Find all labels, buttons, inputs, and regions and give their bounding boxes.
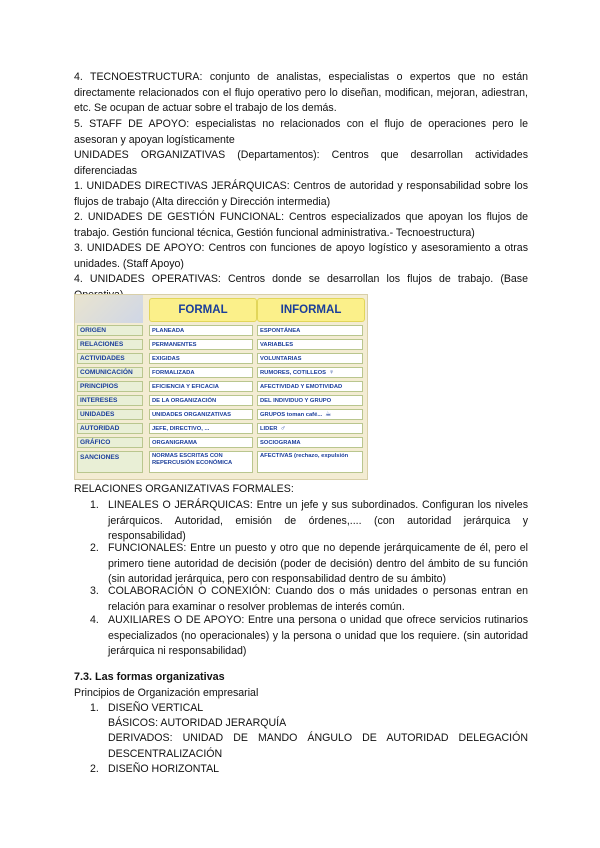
row-label: RELACIONES xyxy=(77,339,143,350)
informal-cell: ESPONTÁNEA xyxy=(257,325,363,336)
paragraph-tecnoestructura: 4. TECNOESTRUCTURA: conjunto de analistas, especialistas o expertos que no están directamente relacionados con el flujo operativo pero lo diseñan, modifican, mejoran, adiestran, etc. Se ocupan de actuar sobre el trabajo de los demás. xyxy=(74,71,528,115)
list-text: AUXILIARES O DE APOYO: Entre una persona o unidad que ofrece servicios rutinarios especializados (no operacionales) y la persona o unidad que los requiere. (sin autoridad jerárquica ni responsabilidad) xyxy=(108,614,528,658)
list-number: 3. xyxy=(90,585,99,597)
formal-cell: FORMALIZADA xyxy=(149,367,253,378)
list-text: COLABORACIÓN O CONEXIÓN: Cuando dos o más unidades o personas entran en relación para examinar o resolver problemas de interés común. xyxy=(108,585,528,613)
group-icon: ☕ xyxy=(325,411,332,418)
informal-cell: SOCIOGRAMA xyxy=(257,437,363,448)
formal-informal-table xyxy=(74,294,368,480)
list-item xyxy=(90,762,528,778)
paragraph-unidades-apoyo: 3. UNIDADES DE APOYO: Centros con funciones de apoyo logístico y asesoramiento a otras unidades. (Staff Apoyo) xyxy=(74,242,528,270)
list-item xyxy=(90,613,528,660)
derivados-text: DERIVADOS: UNIDAD DE MANDO ÁNGULO DE AUTORIDAD DELEGACIÓN DESCENTRALIZACIÓN xyxy=(108,732,528,760)
row-label: ACTIVIDADES xyxy=(77,353,143,364)
row-label: SANCIONES xyxy=(77,451,143,473)
paragraph-unidades-organizativas: UNIDADES ORGANIZATIVAS (Departamentos): Centros que desarrollan actividades diferenciadas xyxy=(74,149,528,177)
list-item xyxy=(90,541,528,588)
list-number: 2. xyxy=(90,542,99,554)
informal-cell-text: LIDER xyxy=(260,426,278,432)
informal-cell xyxy=(257,409,363,420)
list-item xyxy=(90,498,528,545)
section-heading: 7.3. Las formas organizativas xyxy=(74,671,225,683)
paragraph-gestion-funcional: 2. UNIDADES DE GESTIÓN FUNCIONAL: Centros especializados que apoyan los flujos de trabajo. Gestión funcional técnica, Gestión funcional administrativa.- Tecnoestructura) xyxy=(74,211,528,239)
basicos-text: BÁSICOS: AUTORIDAD JERARQUÍA xyxy=(108,717,287,729)
relaciones-title: RELACIONES ORGANIZATIVAS FORMALES: xyxy=(74,483,294,495)
formal-cell: NORMAS ESCRITAS CON REPERCUSIÓN ECONÓMICA xyxy=(149,451,253,473)
formal-header: FORMAL xyxy=(149,298,257,322)
section-subtitle: Principios de Organización empresarial xyxy=(74,687,259,699)
informal-cell-text: RUMORES, COTILLEOS xyxy=(260,370,327,376)
list-number: 1. xyxy=(90,499,99,511)
formal-cell: EXIGIDAS xyxy=(149,353,253,364)
paragraph-unidades-operativas: 4. UNIDADES OPERATIVAS: Centros donde se desarrollan los flujos de trabajo. (Base xyxy=(74,273,528,285)
informal-cell: DEL INDIVIDUO Y GRUPO xyxy=(257,395,363,406)
informal-cell: VOLUNTARIAS xyxy=(257,353,363,364)
informal-cell-text: GRUPOS toman café... xyxy=(260,412,323,418)
row-label: GRÁFICO xyxy=(77,437,143,448)
row-label: ORIGEN xyxy=(77,325,143,336)
list-text: DISEÑO HORIZONTAL xyxy=(108,763,220,775)
paragraph-staff-apoyo: 5. STAFF DE APOYO: especialistas no relacionados con el flujo de operaciones pero le asesoran y apoyan logísticamente xyxy=(74,118,528,146)
list-text: DISEÑO VERTICAL xyxy=(108,702,204,714)
row-label: PRINCIPIOS xyxy=(77,381,143,392)
formal-cell: EFICIENCIA Y EFICACIA xyxy=(149,381,253,392)
formal-cell: UNIDADES ORGANIZATIVAS xyxy=(149,409,253,420)
list-number: 1. xyxy=(90,702,99,714)
formal-cell: PERMANENTES xyxy=(149,339,253,350)
row-label: AUTORIDAD xyxy=(77,423,143,434)
formal-cell: DE LA ORGANIZACIÓN xyxy=(149,395,253,406)
informal-cell: AFECTIVIDAD Y EMOTIVIDAD xyxy=(257,381,363,392)
formal-cell: PLANEADA xyxy=(149,325,253,336)
list-text: LINEALES O JERÁRQUICAS: Entre un jefe y sus subordinados. Configuran los niveles jerárquicos. Autoridad, emisión de órdenes,.... (con autoridad jerárquica y responsabilidad) xyxy=(108,499,528,543)
table-corner-graphic xyxy=(75,295,143,323)
paragraph-unidades-directivas: 1. UNIDADES DIRECTIVAS JERÁRQUICAS: Centros de autoridad y responsabilidad sobre los flujos de trabajo (Alta dirección y Dirección intermedia) xyxy=(74,180,528,208)
informal-header: INFORMAL xyxy=(257,298,365,322)
row-label: UNIDADES xyxy=(77,409,143,420)
informal-cell: VARIABLES xyxy=(257,339,363,350)
row-label: INTERESES xyxy=(77,395,143,406)
leader-icon: ♂ xyxy=(280,425,286,432)
list-item xyxy=(90,584,528,615)
row-label: COMUNICACIÓN xyxy=(77,367,143,378)
informal-cell xyxy=(257,367,363,378)
list-item xyxy=(90,701,528,717)
informal-cell: AFECTIVAS (rechazo, expulsión xyxy=(257,451,363,473)
informal-cell xyxy=(257,423,363,434)
list-number: 4. xyxy=(90,614,99,626)
formal-cell: JEFE, DIRECTIVO, ... xyxy=(149,423,253,434)
list-number: 2. xyxy=(90,763,99,775)
list-text: FUNCIONALES: Entre un puesto y otro que no depende jerárquicamente de él, pero el primero tiene autoridad de decisión (poder de decisión) dentro del ámbito de su función (sin autoridad jerárquica, pero con responsabilidad dentro de su ámbito) xyxy=(108,542,528,586)
person-icon: ♀ xyxy=(329,369,335,376)
formal-cell: ORGANIGRAMA xyxy=(149,437,253,448)
